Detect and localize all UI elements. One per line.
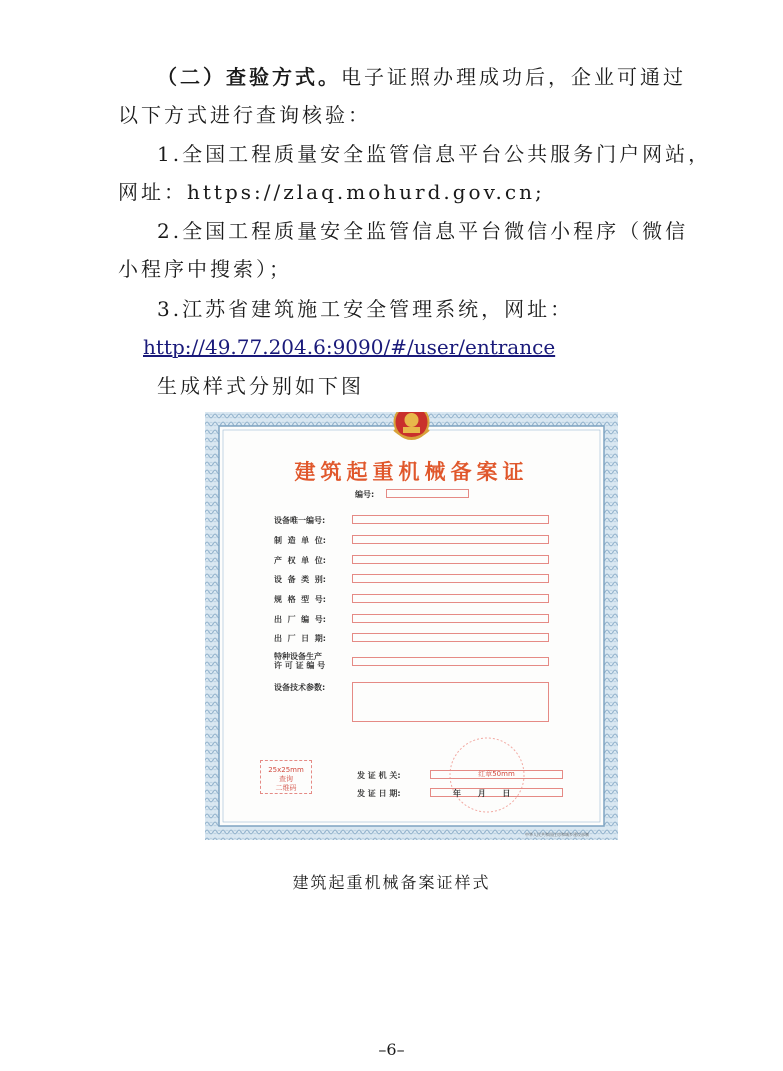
field-box xyxy=(352,657,549,666)
qr-note: 查询 xyxy=(279,775,293,783)
qr-code-placeholder xyxy=(260,760,312,794)
issue-date-value: 年 月 日 xyxy=(453,789,511,798)
list-item-2 xyxy=(157,212,689,250)
qr-note: 二维码 xyxy=(275,784,297,792)
list-item-2-continued xyxy=(118,250,668,288)
paragraph-text: 电子证照办理成功后，企业可通过 xyxy=(341,65,686,89)
list-item-1 xyxy=(157,135,712,173)
field-label-manufacturer: 制 造 单 位: xyxy=(274,536,326,545)
figure-caption: 建筑起重机械备案证样式 xyxy=(292,873,491,892)
field-box xyxy=(352,574,549,583)
license-label-line: 特种设备生产 xyxy=(274,652,322,661)
field-box xyxy=(352,535,549,544)
list-item-1-continued xyxy=(118,173,668,211)
field-box xyxy=(352,614,549,623)
list-item-text: 网址：https://zlaq.mohurd.gov.cn; xyxy=(118,180,545,204)
field-label-owner: 产 权 单 位: xyxy=(274,556,326,565)
tech-params-box xyxy=(352,682,549,722)
system-url-link[interactable]: http://49.77.204.6:9090/#/user/entrance xyxy=(143,335,556,359)
list-item-text: 小程序中搜索）； xyxy=(118,257,292,281)
field-label-license xyxy=(274,652,325,670)
certificate-title: 建筑起重机械备案证 xyxy=(294,460,529,484)
issuer-label: 发 证 机 关: xyxy=(357,771,401,780)
national-emblem-icon xyxy=(394,412,429,439)
field-box xyxy=(352,633,549,642)
field-label-model: 规 格 型 号: xyxy=(274,595,326,604)
list-item-text: 3.江苏省建筑施工安全管理系统，网址： xyxy=(157,297,574,321)
page-number: –6– xyxy=(378,1040,405,1059)
figure-intro xyxy=(157,367,707,405)
field-box xyxy=(352,515,549,524)
issue-date-label: 发 证 日 期: xyxy=(357,789,401,798)
certificate-footer: 中华人民共和国住房和城乡建设部制 xyxy=(525,832,589,837)
list-item-text: 2.全国工程质量安全监管信息平台微信小程序（微信 xyxy=(157,219,689,243)
figure-intro-text: 生成样式分别如下图 xyxy=(157,374,364,398)
paragraph-verification-method xyxy=(157,58,686,96)
field-label-date: 出 厂 日 期: xyxy=(274,634,326,643)
list-item-text: 1.全国工程质量安全监管信息平台公共服务门户网站， xyxy=(157,142,712,166)
paragraph-line-2 xyxy=(118,96,668,134)
field-label-category: 设 备 类 别: xyxy=(274,575,326,584)
field-box xyxy=(352,594,549,603)
list-item-3 xyxy=(157,290,677,328)
certificate-sample xyxy=(205,412,618,840)
number-field xyxy=(386,489,469,498)
field-label-serial: 出 厂 编 号: xyxy=(274,615,326,624)
number-label: 编号: xyxy=(355,490,375,499)
paragraph-text: 以下方式进行查询核验： xyxy=(118,103,371,127)
field-box xyxy=(352,555,549,564)
qr-note: 25x25mm xyxy=(268,766,304,774)
list-item-3-link-line xyxy=(143,328,693,366)
field-label-device-id: 设备唯一编号: xyxy=(274,516,326,525)
paragraph-line xyxy=(157,58,686,96)
field-label-tech-params: 设备技术参数: xyxy=(274,683,326,692)
license-label-line: 许 可 证 编 号 xyxy=(274,661,326,670)
seal-note: 红章50mm xyxy=(478,770,515,778)
section-heading: （二）查验方式。 xyxy=(157,65,341,89)
